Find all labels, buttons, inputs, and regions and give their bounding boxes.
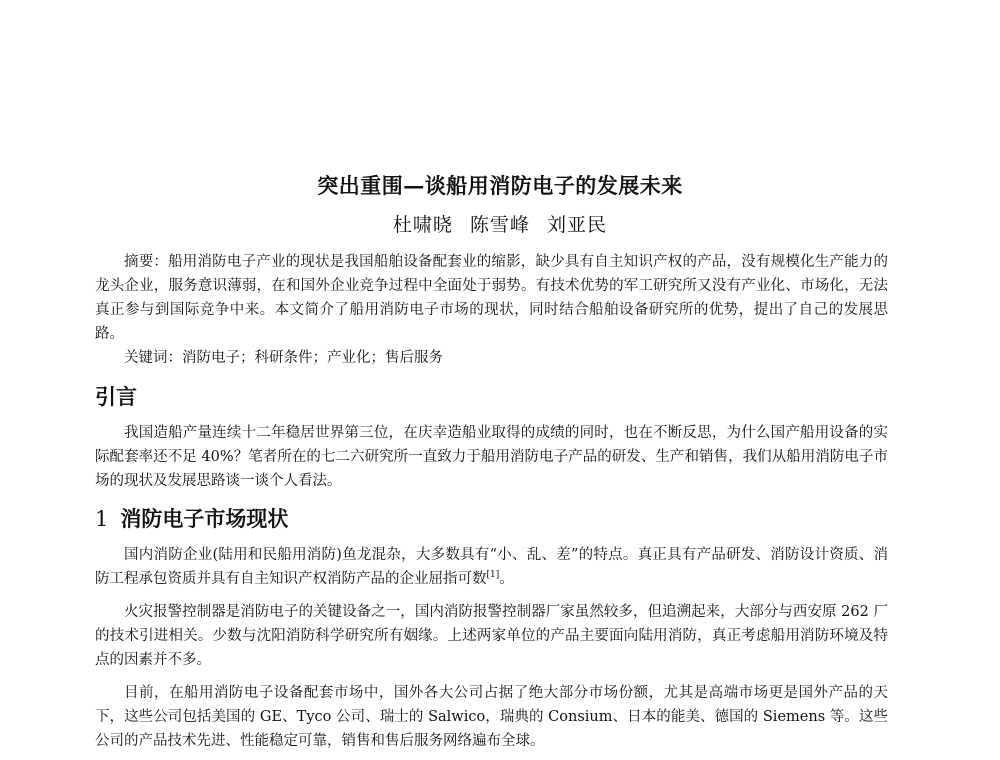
author-name: 陈雪峰 [469, 214, 530, 236]
section-number: 1 [95, 507, 109, 531]
abstract-text: 船用消防电子产业的现状是我国船舶设备配套业的缩影，缺少具有自主知识产权的产品，没有规模化生产能力的龙头企业，服务意识薄弱，在和国外企业竞争过程中全面处于弱势。有技术优势的军工研究所又没有产业化、市场化，无法真正参与到国际竞争中来。本文简介了船用消防电子市场的现状，同时结合船舶设备研究所的优势，提出了自己的发展思路。 [95, 254, 889, 342]
paper-title: 突出重围—谈船用消防电子的发展未来 [317, 173, 683, 198]
author-list [0, 210, 1000, 237]
keywords [95, 346, 888, 370]
section1-paragraph-1 [95, 543, 888, 591]
keywords-text: 消防电子；科研条件；产业化；售后服务 [182, 350, 443, 366]
section-heading-intro [95, 381, 137, 411]
author-name: 杜啸晓 [392, 214, 453, 236]
section1-paragraph-2: 火灾报警控制器是消防电子的关键设备之一，国内消防报警控制器厂家虽然较多，但追溯起来，大部分与西安原 262 厂的技术引进相关。少数与沈阳消防科学研究所有姻缘。上述两家单位的产品主要面向陆用消防，真正考虑船用消防环境及特点的因素并不多。 [95, 604, 888, 668]
citation-ref: [1] [486, 570, 500, 581]
keywords-label: 关键词： [124, 350, 182, 366]
author-name: 刘亚民 [547, 214, 608, 236]
paragraph-text: 国内消防企业(陆用和民船用消防)鱼龙混杂，大多数具有“小、乱、差”的特点。真正具有产品研发、消防设计资质、消防工程承包资质并具有自主知识产权消防产品的企业屈指可数 [95, 547, 888, 587]
abstract [95, 250, 888, 346]
paragraph-end: 。 [499, 571, 514, 587]
section-heading-text: 引言 [95, 384, 137, 409]
intro-paragraph: 我国造船产量连续十二年稳居世界第三位，在庆幸造船业取得的成绩的同时，也在不断反思，为什么国产船用设备的实际配套率还不足 40%？笔者所在的七二六研究所一直致力于船用消防电子产品的研发、生产和销售，我们从船用消防电子市场的现状及发展思路谈一谈个人看法。 [95, 425, 888, 489]
abstract-label: 摘要： [124, 254, 169, 270]
section-heading-1 [95, 503, 288, 533]
section-heading-text: 消防电子市场现状 [120, 506, 289, 531]
section1-paragraph-3: 目前，在船用消防电子设备配套市场中，国外各大公司占据了绝大部分市场份额，尤其是高端市场更是国外产品的天下，这些公司包括美国的 GE、Tyco 公司、瑞士的 Salwico，瑞典的 Consium、日本的能美、德国的 Siemens 等。这些公司的产品技术先进、性能稳定可靠，销售和售后服务网络遍布全球。 [95, 685, 888, 749]
